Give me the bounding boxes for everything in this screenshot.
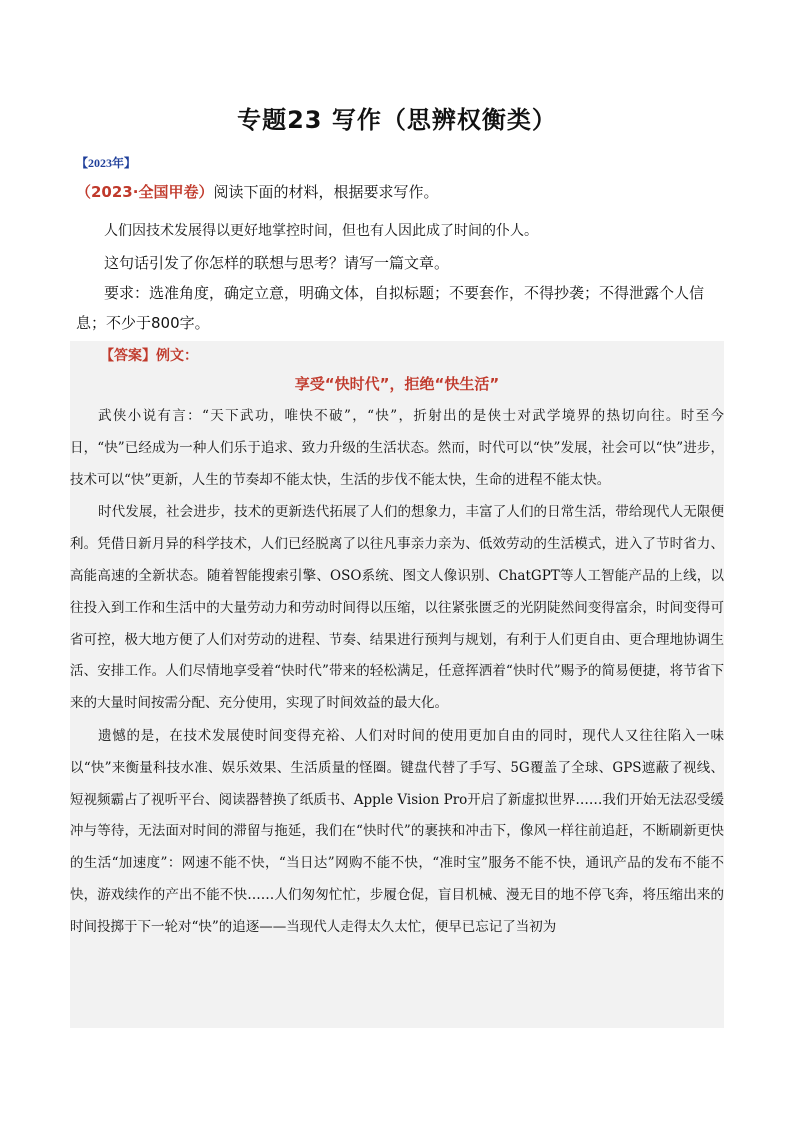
writing-requirements: 要求：选准角度，确定立意，明确文体，自拟标题；不要套作，不得抄袭；不得泄露个人信息；不少于800字。 [76,284,705,332]
answer-label: 【答案】例文： [100,348,198,364]
essay-paragraph: 武侠小说有言：“天下武功，唯快不破”，“快”，折射出的是侠士对武学境界的热切向往。时至今日，“快”已经成为一种人们乐于追求、致力升级的生活状态。然而，时代可以“快”发展，社会可以“快”进步，技术可以“快”更新，人生的节奏却不能太快，生活的步伐不能太快，生命的进程不能太快。 [70,408,724,488]
essay-title: 享受“快时代”，拒绝“快生活” [294,375,500,393]
answer-box [70,341,724,1028]
writing-material: 人们因技术发展得以更好地掌控时间，但也有人因此成了时间的仆人。 [104,223,538,239]
question-header [76,181,438,202]
essay-paragraph: 遗憾的是，在技术发展使时间变得充裕、人们对时间的使用更加自由的同时，现代人又往往陷入一味以“快”来衡量科技水准、娱乐效果、生活质量的怪圈。键盘代替了手写、5G覆盖了全球、GPS遮蔽了视线、短视频霸占了视听平台、阅读器替换了纸质书、Apple Vision Pro开启了新虚拟世界……我们开始无法忍受缓冲与等待，无法面对时间的滞留与拖延，我们在“快时代”的裹挟和冲击下，像风一样往前追赶，不断刷新更快的生活“加速度”：网速不能不快，“当日达”网购不能不快，“准时宝”服务不能不快，通讯产品的发布不能不快，游戏续作的产出不能不快……人们匆匆忙忙，步履仓促，盲目机械、漫无目的地不停飞奔，将压缩出来的时间投掷于下一轮对“快”的追逐——当现代人走得太久太忙，便早已忘记了当初为 [70,727,724,935]
question-instruction: 阅读下面的材料，根据要求写作。 [213,183,439,201]
essay-body [70,401,724,945]
year-tag: 【2023年】 [76,156,137,170]
question-source: （2023·全国甲卷） [76,183,214,201]
essay-paragraph: 时代发展，社会进步，技术的更新迭代拓展了人们的想象力，丰富了人们的日常生活，带给现代人无限便利。凭借日新月异的科学技术，人们已经脱离了以往凡事亲力亲为、低效劳动的生活模式，进入了节时省力、高能高速的全新状态。随着智能搜索引擎、OSO系统、图文人像识别、ChatGPT等人工智能产品的上线，以往投入到工作和生活中的大量劳动力和劳动时间得以压缩，以往紧张匮乏的光阴陡然间变得富余，时间变得可省可控，极大地方便了人们对劳动的进程、节奏、结果进行预判与规划，有利于人们更自由、更合理地协调生活、安排工作。人们尽情地享受着“快时代”带来的轻松满足，任意挥洒着“快时代”赐予的简易便捷，将节省下来的大量时间按需分配、充分使用，实现了时间效益的最大化。 [70,504,724,712]
writing-prompt: 这句话引发了你怎样的联想与思考？请写一篇文章。 [104,254,450,272]
page-title: 专题23 写作（思辨权衡类） [237,106,557,134]
